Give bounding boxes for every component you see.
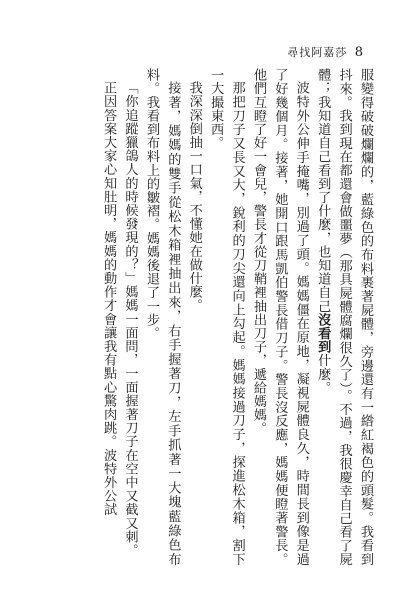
paragraph: 我深深倒抽一口氣，不懂她在做什麼。 [186, 81, 202, 313]
page-number: 8 [354, 45, 364, 60]
paragraph: 正因答案大家心知肚明，媽媽的動作才會讓我有點心驚肉跳。波特外公試 [101, 81, 117, 517]
book-title: 尋找阿嘉莎 [287, 46, 348, 59]
paragraph: 「你追蹤獵鴿人的時候發現的？」媽媽一面問，一面握著刀子在空中又截又刺。 [122, 81, 138, 558]
paragraph: 波特外公伸手掩嘴，別過了頭。媽媽僵在原地，凝視屍體良久，時間長到像是過了好幾個月。接著，她開口跟馬凱伯警長借刀子。警長沒反應，媽媽便瞪著警長。他們互瞪了好一會兒，警長才從刀鞘裡抽出刀子，遞給媽媽。 [250, 68, 309, 566]
running-header [287, 44, 364, 60]
emphasis-text: 沒看到 [315, 312, 331, 354]
body-text [32, 68, 376, 566]
paragraph: 服變得破破爛爛的，藍綠色的布料裹著屍體，旁邊還有一綹紅褐色的頭髮。我看到抖來。我到現在都還會做噩夢（那具屍體腐爛很久了）。不過，我很慶幸自己看了屍體；我知道自己看到了什麼，也知道自己沒看到什麼。 [315, 68, 373, 566]
paragraph: 接著，媽媽的雙手從松木箱裡抽出來，右手握著刀，左手抓著一大塊藍綠色布料。我看到布料上的皺褶。媽媽後退了一步。 [143, 68, 181, 566]
paragraph: 那把刀子又長又大，銳利的刀尖還向上勾起。媽媽接過刀子，探進松木箱，割下一大撮東西。 [208, 68, 245, 566]
